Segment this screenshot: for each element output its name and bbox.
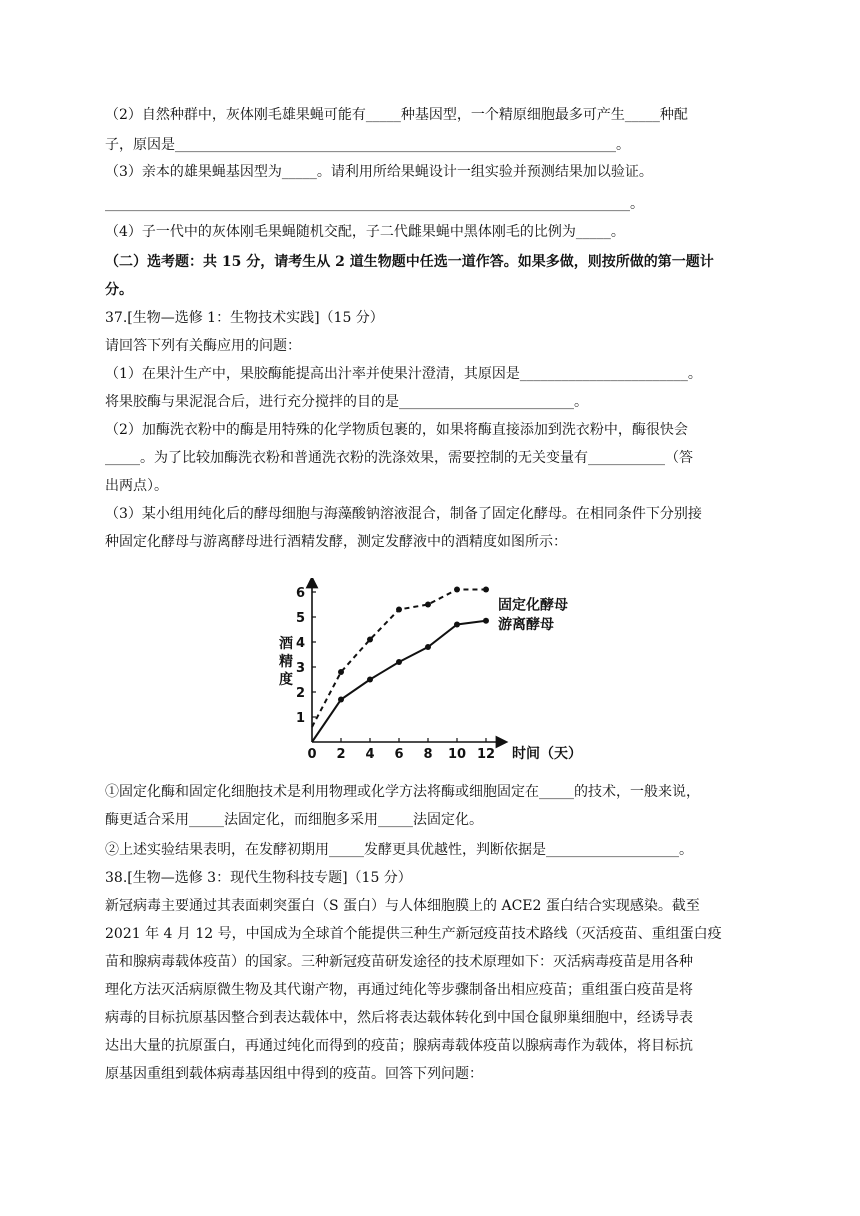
series-point-0 (425, 602, 431, 608)
text-line: 新冠病毒主要通过其表面刺突蛋白（S 蛋白）与人体细胞膜上的 ACE2 蛋白结合实现感染。截至 (105, 898, 700, 914)
series-point-0 (367, 637, 373, 643)
series-label-1: 游离酵母 (498, 616, 554, 633)
text-line: 原基因重组到载体病毒基因组中得到的疫苗。回答下列问题： (105, 1066, 483, 1082)
text-line: 苗和腺病毒载体疫苗）的国家。三种新冠疫苗研发途径的技术原理如下：灭活病毒疫苗是用各种 (105, 954, 693, 970)
text-line: 种固定化酵母与游离酵母进行酒精发酵，测定发酵液中的酒精度如图所示： (105, 534, 567, 550)
text-line: 分。 (105, 282, 133, 298)
text-line: 2021 年 4 月 12 号，中国成为全球首个能提供三种生产新冠疫苗技术路线（灭活疫苗、重组蛋白疫 (105, 926, 722, 942)
text-line: 请回答下列有关酶应用的问题： (105, 338, 301, 354)
x-axis-label: 时间（天） (512, 746, 582, 762)
text-line: （2）自然种群中，灰体刚毛雄果蝇可能有_____种基因型，一个精原细胞最多可产生_____种配 (105, 107, 688, 123)
series-label-0: 固定化酵母 (498, 597, 568, 614)
text-line: 38.[生物—选修 3：现代生物科技专题]（15 分） (105, 870, 412, 886)
x-tick-label: 4 (365, 747, 375, 762)
x-tick-label: 2 (336, 747, 346, 762)
series-point-1 (367, 677, 373, 683)
y-tick-label: 3 (295, 661, 305, 676)
text-line: （二）选考题：共 15 分，请考生从 2 道生物题中任选一道作答。如果多做，则按所做的第一题计 (105, 254, 714, 270)
x-tick-label: 12 (476, 747, 496, 762)
text-line: （4）子一代中的灰体刚毛果蝇随机交配，子二代雌果蝇中黑体刚毛的比例为_____。 (105, 224, 625, 240)
text-line: _____。为了比较加酶洗衣粉和普通洗衣粉的洗涤效果，需要控制的无关变量有___________（答 (105, 450, 693, 466)
series-line-1 (312, 621, 486, 742)
series-point-1 (425, 644, 431, 650)
x-tick-label: 8 (423, 747, 433, 762)
text-line: 子，原因是_______________________________________________________________。 (105, 137, 630, 153)
alcohol-chart (270, 578, 600, 788)
x-tick-label: 10 (447, 747, 467, 762)
y-axis-label-char: 精 (279, 654, 293, 670)
alcohol-chart-svg (270, 578, 600, 788)
text-line: ②上述实验结果表明，在发酵初期用_____发酵更具优越性，判断依据是___________________。 (105, 842, 693, 858)
series-point-1 (454, 622, 460, 628)
y-tick-label: 1 (295, 711, 305, 726)
text-line: 酶更适合采用_____法固定化，而细胞多采用_____法固定化。 (105, 812, 483, 828)
text-line: 达出大量的抗原蛋白，再通过纯化而得到的疫苗；腺病毒载体疫苗以腺病毒作为载体，将目标抗 (105, 1038, 693, 1054)
x-tick-label: 6 (394, 747, 404, 762)
y-tick-label: 5 (295, 611, 305, 626)
y-axis-label-char: 酒 (279, 636, 293, 652)
y-tick-label: 2 (295, 686, 305, 701)
series-point-0 (396, 607, 402, 613)
series-point-0 (454, 587, 460, 593)
series-point-1 (396, 659, 402, 665)
text-line: （3）亲本的雄果蝇基因型为_____。请利用所给果蝇设计一组实验并预测结果加以验证。 (105, 164, 653, 180)
text-line: （1）在果汁生产中，果胶酶能提高出汁率并使果汁澄清，其原因是________________________。 (105, 366, 702, 382)
text-line: 病毒的目标抗原基因整合到表达载体中，然后将表达载体转化到中国仓鼠卵巢细胞中，经诱导表 (105, 1010, 693, 1026)
series-point-0 (338, 669, 344, 675)
x-tick-label: 0 (307, 747, 317, 762)
series-point-0 (483, 587, 489, 593)
text-line: 37.[生物—选修 1：生物技术实践]（15 分） (105, 310, 384, 326)
series-point-1 (338, 697, 344, 703)
y-axis-label-char: 度 (279, 672, 293, 688)
y-tick-label: 6 (295, 586, 305, 601)
text-line: 将果胶酶与果泥混合后，进行充分搅拌的目的是_________________________。 (105, 394, 588, 410)
text-line: ①固定化酶和固定化细胞技术是利用物理或化学方法将酶或细胞固定在_____的技术，一般来说， (105, 784, 700, 800)
series-point-1 (483, 618, 489, 624)
y-tick-label: 4 (295, 636, 305, 651)
text-line: 出两点）。 (105, 478, 168, 494)
text-line: （2）加酶洗衣粉中的酶是用特殊的化学物质包裹的，如果将酶直接添加到洗衣粉中，酶很快会 (105, 422, 688, 438)
text-line: （3）某小组用纯化后的酵母细胞与海藻酸钠溶液混合，制备了固定化酵母。在相同条件下分别接 (105, 506, 702, 522)
text-line: 理化方法灭活病原微生物及其代谢产物，再通过纯化等步骤制备出相应疫苗；重组蛋白疫苗是将 (105, 982, 693, 998)
text-line: ___________________________________________________________________________。 (105, 196, 644, 212)
